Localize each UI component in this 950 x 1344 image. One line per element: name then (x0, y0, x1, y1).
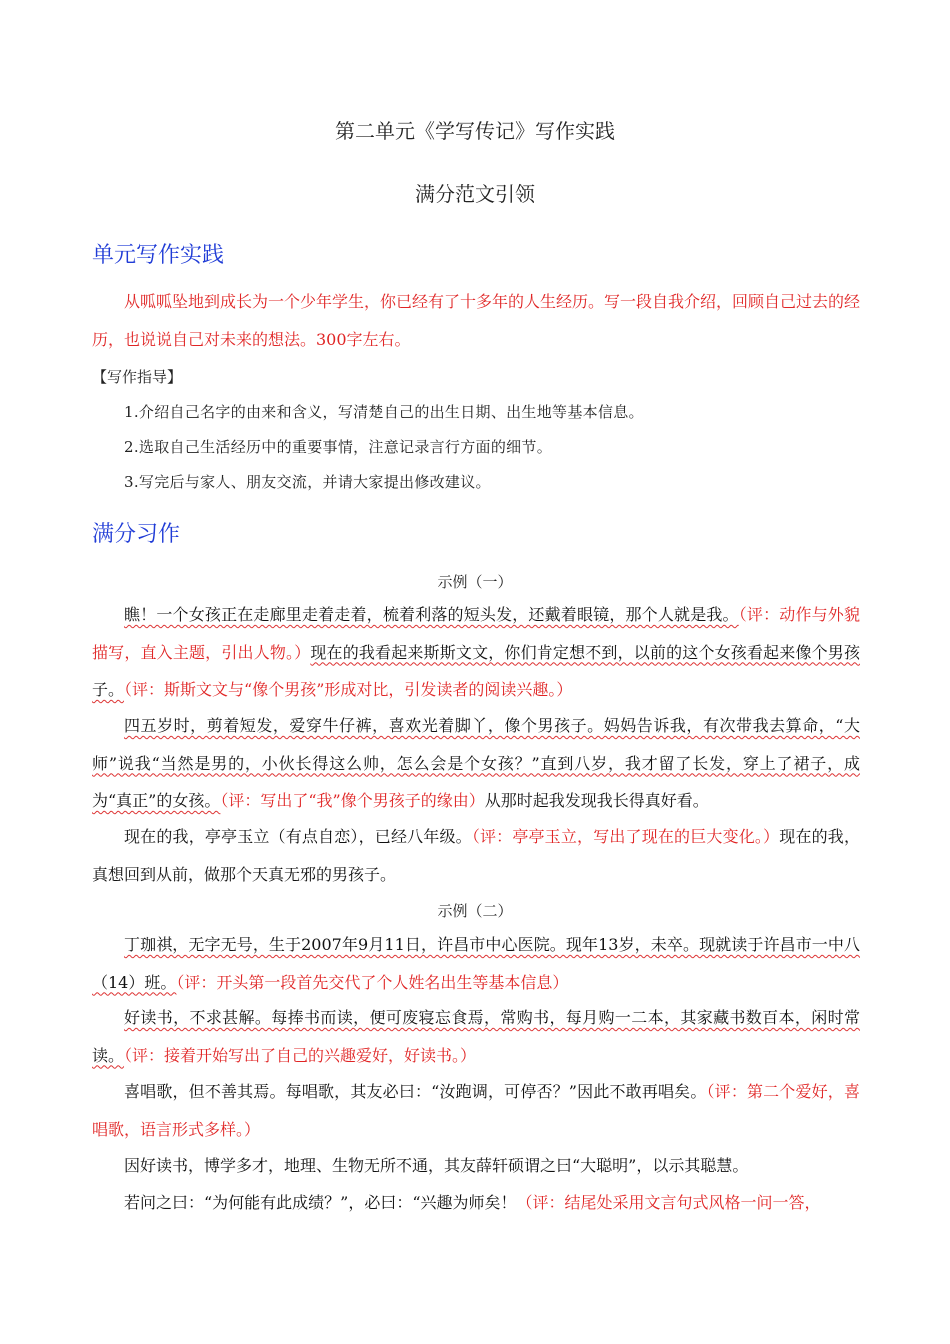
writing-prompt: 从呱呱坠地到成长为一个少年学生，你已经有了十多年的人生经历。写一段自我介绍，回顾自己过去的经历，也说说自己对未来的想法。300字左右。 (92, 292, 861, 349)
text-segment: 好读书，不求甚解。每捧书而读，便可废寝忘食焉，常购书，每月购一二本，其家藏书数百本，闲时常读。 (92, 1008, 860, 1065)
example-2-paragraph-2 (92, 999, 860, 1074)
text-segment: 从那时起我发现我长得真好看。 (484, 791, 709, 810)
example-2-paragraph-3 (92, 1073, 860, 1148)
comment-annotation: （评：结尾处采用文言句式风格一问一答， (516, 1193, 821, 1212)
text-segment: 因好读书，博学多才，地理、生物无所不通，其友薛轩硕谓之曰“大聪明”，以示其聪慧。 (124, 1156, 749, 1175)
section-heading-practice: 单元写作实践 (92, 243, 225, 268)
example-2-paragraph-4 (92, 1147, 860, 1185)
example-1-paragraph-2 (92, 707, 860, 820)
text-segment: 丁珈祺，无字无号，生于2007年9月11日，许昌市中心医院。现年13岁，未卒。现就读于许昌市一中八（14）班。 (92, 935, 860, 992)
text-segment: 瞧！一个女孩正在走廊里走着走着，梳着利落的短头发，还戴着眼镜，那个人就是我。 (124, 605, 739, 624)
page-subtitle: 满分范文引领 (415, 182, 535, 206)
text-segment: 喜唱歌，但不善其焉。每唱歌，其友必曰：“汝跑调，可停否？”因此不敢再唱矣。 (124, 1082, 707, 1101)
comment-annotation: （评：亭亭玉立，写出了现在的巨大变化。） (471, 827, 780, 846)
guide-item-2: 2.选取自己生活经历中的重要事情，注意记录言行方面的细节。 (124, 438, 553, 456)
comment-annotation: （评：斯斯文文与“像个男孩”形成对比，引发读者的阅读兴趣。） (124, 680, 573, 699)
text-segment: 现在的我，亭亭玉立（有点自恋），已经八年级。 (124, 827, 472, 846)
comment-annotation: （评：写出了“我”像个男孩子的缘由） (220, 791, 485, 810)
text-segment: 四五岁时，剪着短发，爱穿牛仔裤，喜欢光着脚丫，像个男孩子。妈妈告诉我，有次带我去算命，“大师”说我“当然是男的，小伙长得这么帅，怎么会是个女孩？”直到八岁，我才留了长发，穿上了裙子，成为“真正”的女孩。 (92, 716, 860, 810)
example-2-label: 示例（二） (437, 902, 513, 920)
example-1-paragraph-3 (92, 818, 860, 893)
comment-annotation: （评：开头第一段首先交代了个人姓名出生等基本信息） (176, 972, 569, 992)
example-2-paragraph-1 (92, 926, 860, 1001)
guide-item-3: 3.写完后与家人、朋友交流，并请大家提出修改建议。 (124, 473, 491, 491)
example-1-label: 示例（一） (437, 573, 513, 591)
comment-annotation: （评：接着开始写出了自己的兴趣爱好，好读书。） (124, 1045, 477, 1065)
guide-label: 【写作指导】 (92, 368, 183, 386)
example-2-paragraph-5 (92, 1184, 860, 1222)
section-heading-essays: 满分习作 (92, 522, 181, 547)
comment-annotation: （评：动作与外貌描写，直入主题，引出人物。） (92, 605, 860, 662)
guide-item-1: 1.介绍自己名字的由来和含义，写清楚自己的出生日期、出生地等基本信息。 (124, 403, 644, 421)
example-1-paragraph-1 (92, 596, 860, 709)
text-segment: 现在的我，真想回到从前，做那个天真无邪的男孩子。 (92, 827, 860, 884)
text-segment: 现在的我看起来斯斯文文，你们肯定想不到，以前的这个女孩看起来像个男孩子。 (92, 642, 860, 699)
page-title: 第二单元《学写传记》写作实践 (335, 119, 615, 143)
comment-annotation: （评：第二个爱好，喜唱歌，语言形式多样。） (92, 1082, 860, 1139)
text-segment: 若问之曰：“为何能有此成绩？”，必曰：“兴趣为师矣！ (124, 1193, 517, 1212)
